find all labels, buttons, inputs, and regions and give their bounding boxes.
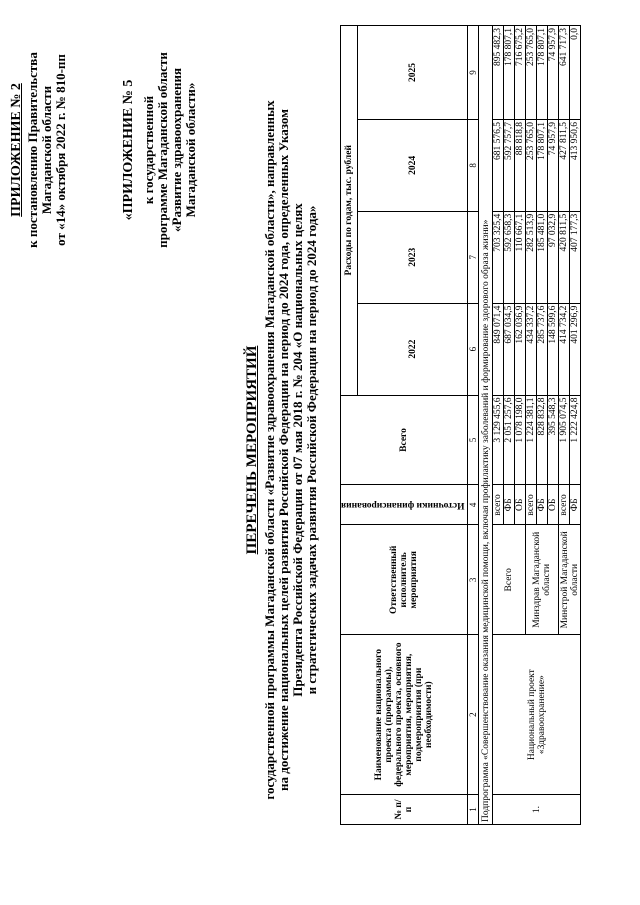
year-cell: 716 675,2 [515,26,526,120]
appendix-five-heading: «ПРИЛОЖЕНИЕ № 5 [121,79,136,221]
header-year: 2022 [358,303,468,395]
column-number: 1 [468,795,479,825]
project-name: Национальный проект «Здравоохранение» [493,635,581,795]
total-cell: 1 224 381,1 [526,395,537,485]
measures-table [340,25,581,825]
source-cell: всего [559,485,570,525]
column-number: 9 [468,26,479,120]
year-cell: 178 807,1 [537,26,548,120]
header-expenses: Расходы по годам, тыс. рублей [341,26,358,396]
year-cell: 88 818,8 [515,119,526,211]
executor-cell: Минздрав Магаданской области [526,525,559,635]
header-executor: Ответственный исполнитель мероприятия [341,525,468,635]
year-cell: 687 034,5 [504,303,515,395]
source-cell: всего [493,485,504,525]
year-cell: 253 765,0 [526,119,537,211]
year-cell: 148 599,6 [548,303,559,395]
year-cell: 282 513,9 [526,211,537,303]
year-cell: 427 811,5 [559,119,570,211]
source-cell: ФБ [504,485,515,525]
source-cell: всего [526,485,537,525]
total-cell: 2 051 257,6 [504,395,515,485]
column-number: 8 [468,119,479,211]
year-cell: 185 481,0 [537,211,548,303]
year-cell: 895 482,3 [493,26,504,120]
source-cell: ОБ [548,485,559,525]
appendix-heading: ПРИЛОЖЕНИЕ № 2 [9,83,24,217]
source-cell: ФБ [537,485,548,525]
year-cell: 681 576,5 [493,119,504,211]
year-cell: 413 950,6 [570,119,581,211]
header-source-text: Источники финансирования [341,499,465,510]
appendix-line: к государственной [141,95,156,205]
year-cell: 110 667,1 [515,211,526,303]
header-num: № п/п [341,795,468,825]
column-number: 7 [468,211,479,303]
header-source [341,485,468,525]
total-cell: 1 222 424,8 [570,395,581,485]
year-cell: 703 325,4 [493,211,504,303]
total-cell: 828 832,8 [537,395,548,485]
total-cell: 3 129 455,6 [493,395,504,485]
title-line: и стратегических задачах развития Российской Федерации на период до 2024 года» [304,205,319,695]
year-cell: 97 032,9 [548,211,559,303]
executor-cell: Минстрой Магаданской области [559,525,581,635]
year-cell: 849 071,4 [493,303,504,395]
document-title [245,85,319,815]
appendix-line: программе Магаданской области [155,52,170,248]
appendix-header [10,15,68,285]
year-cell: 162 036,9 [515,303,526,395]
header-year: 2023 [358,211,468,303]
header-year: 2025 [358,26,468,120]
appendix-line: Магаданской области [39,85,54,215]
year-cell: 401 296,9 [570,303,581,395]
title-heading: ПЕРЕЧЕНЬ МЕРОПРИЯТИЙ [244,345,260,555]
appendix-line: Магаданской области» [183,82,198,218]
year-cell: 434 337,2 [526,303,537,395]
appendix-line: «Развитие здравоохранения [169,68,184,232]
year-cell: 178 807,1 [537,119,548,211]
title-line: на достижение национальных целей развития Российской Федерации на период до 2024 года, определенных Указом [276,109,291,791]
total-cell: 1 905 074,5 [559,395,570,485]
year-cell: 74 957,9 [548,26,559,120]
column-number: 6 [468,303,479,395]
appendix-line: от «14» октября 2022 г. № 810-пп [53,54,68,246]
year-cell: 641 717,3 [559,26,570,120]
appendix-line: к постановлению Правительства [25,52,40,248]
column-number: 3 [468,525,479,635]
year-cell: 407 177,3 [570,211,581,303]
row-number: 1. [493,795,581,825]
source-cell: ОБ [515,485,526,525]
year-cell: 74 957,9 [548,119,559,211]
column-number-row [468,26,479,825]
year-cell: 178 807,1 [504,26,515,120]
column-number: 5 [468,395,479,485]
year-cell: 592 757,7 [504,119,515,211]
year-cell: 592 658,3 [504,211,515,303]
total-cell: 395 548,3 [548,395,559,485]
appendix-five-header [122,15,198,285]
header-name: Наименование национального проекта (программы), федерального проекта, основного мероприятия, мероприятия, подмероприятия (при необходимости) [341,635,468,795]
year-cell: 0,0 [570,26,581,120]
source-cell: ФБ [570,485,581,525]
header-total: Всего [341,395,468,485]
header-year: 2024 [358,119,468,211]
executor-cell: Всего [493,525,526,635]
year-cell: 420 811,5 [559,211,570,303]
column-number: 2 [468,635,479,795]
subprogram-title: Подпрограмма «Совершенствование оказания медицинской помощи, включая профилактику заболеваний и формирование здорового образа жизни» [479,26,493,825]
year-cell: 253 765,0 [526,26,537,120]
title-line: Президента Российской Федерации от 07 мая 2018 г. № 204 «О национальных целях [290,203,305,697]
title-line: государственной программы Магаданской области «Развитие здравоохранения Магаданской области», направленных [262,100,277,800]
column-number: 4 [468,485,479,525]
year-cell: 414 734,2 [559,303,570,395]
table-row [493,26,504,825]
total-cell: 1 078 198,0 [515,395,526,485]
year-cell: 285 737,6 [537,303,548,395]
